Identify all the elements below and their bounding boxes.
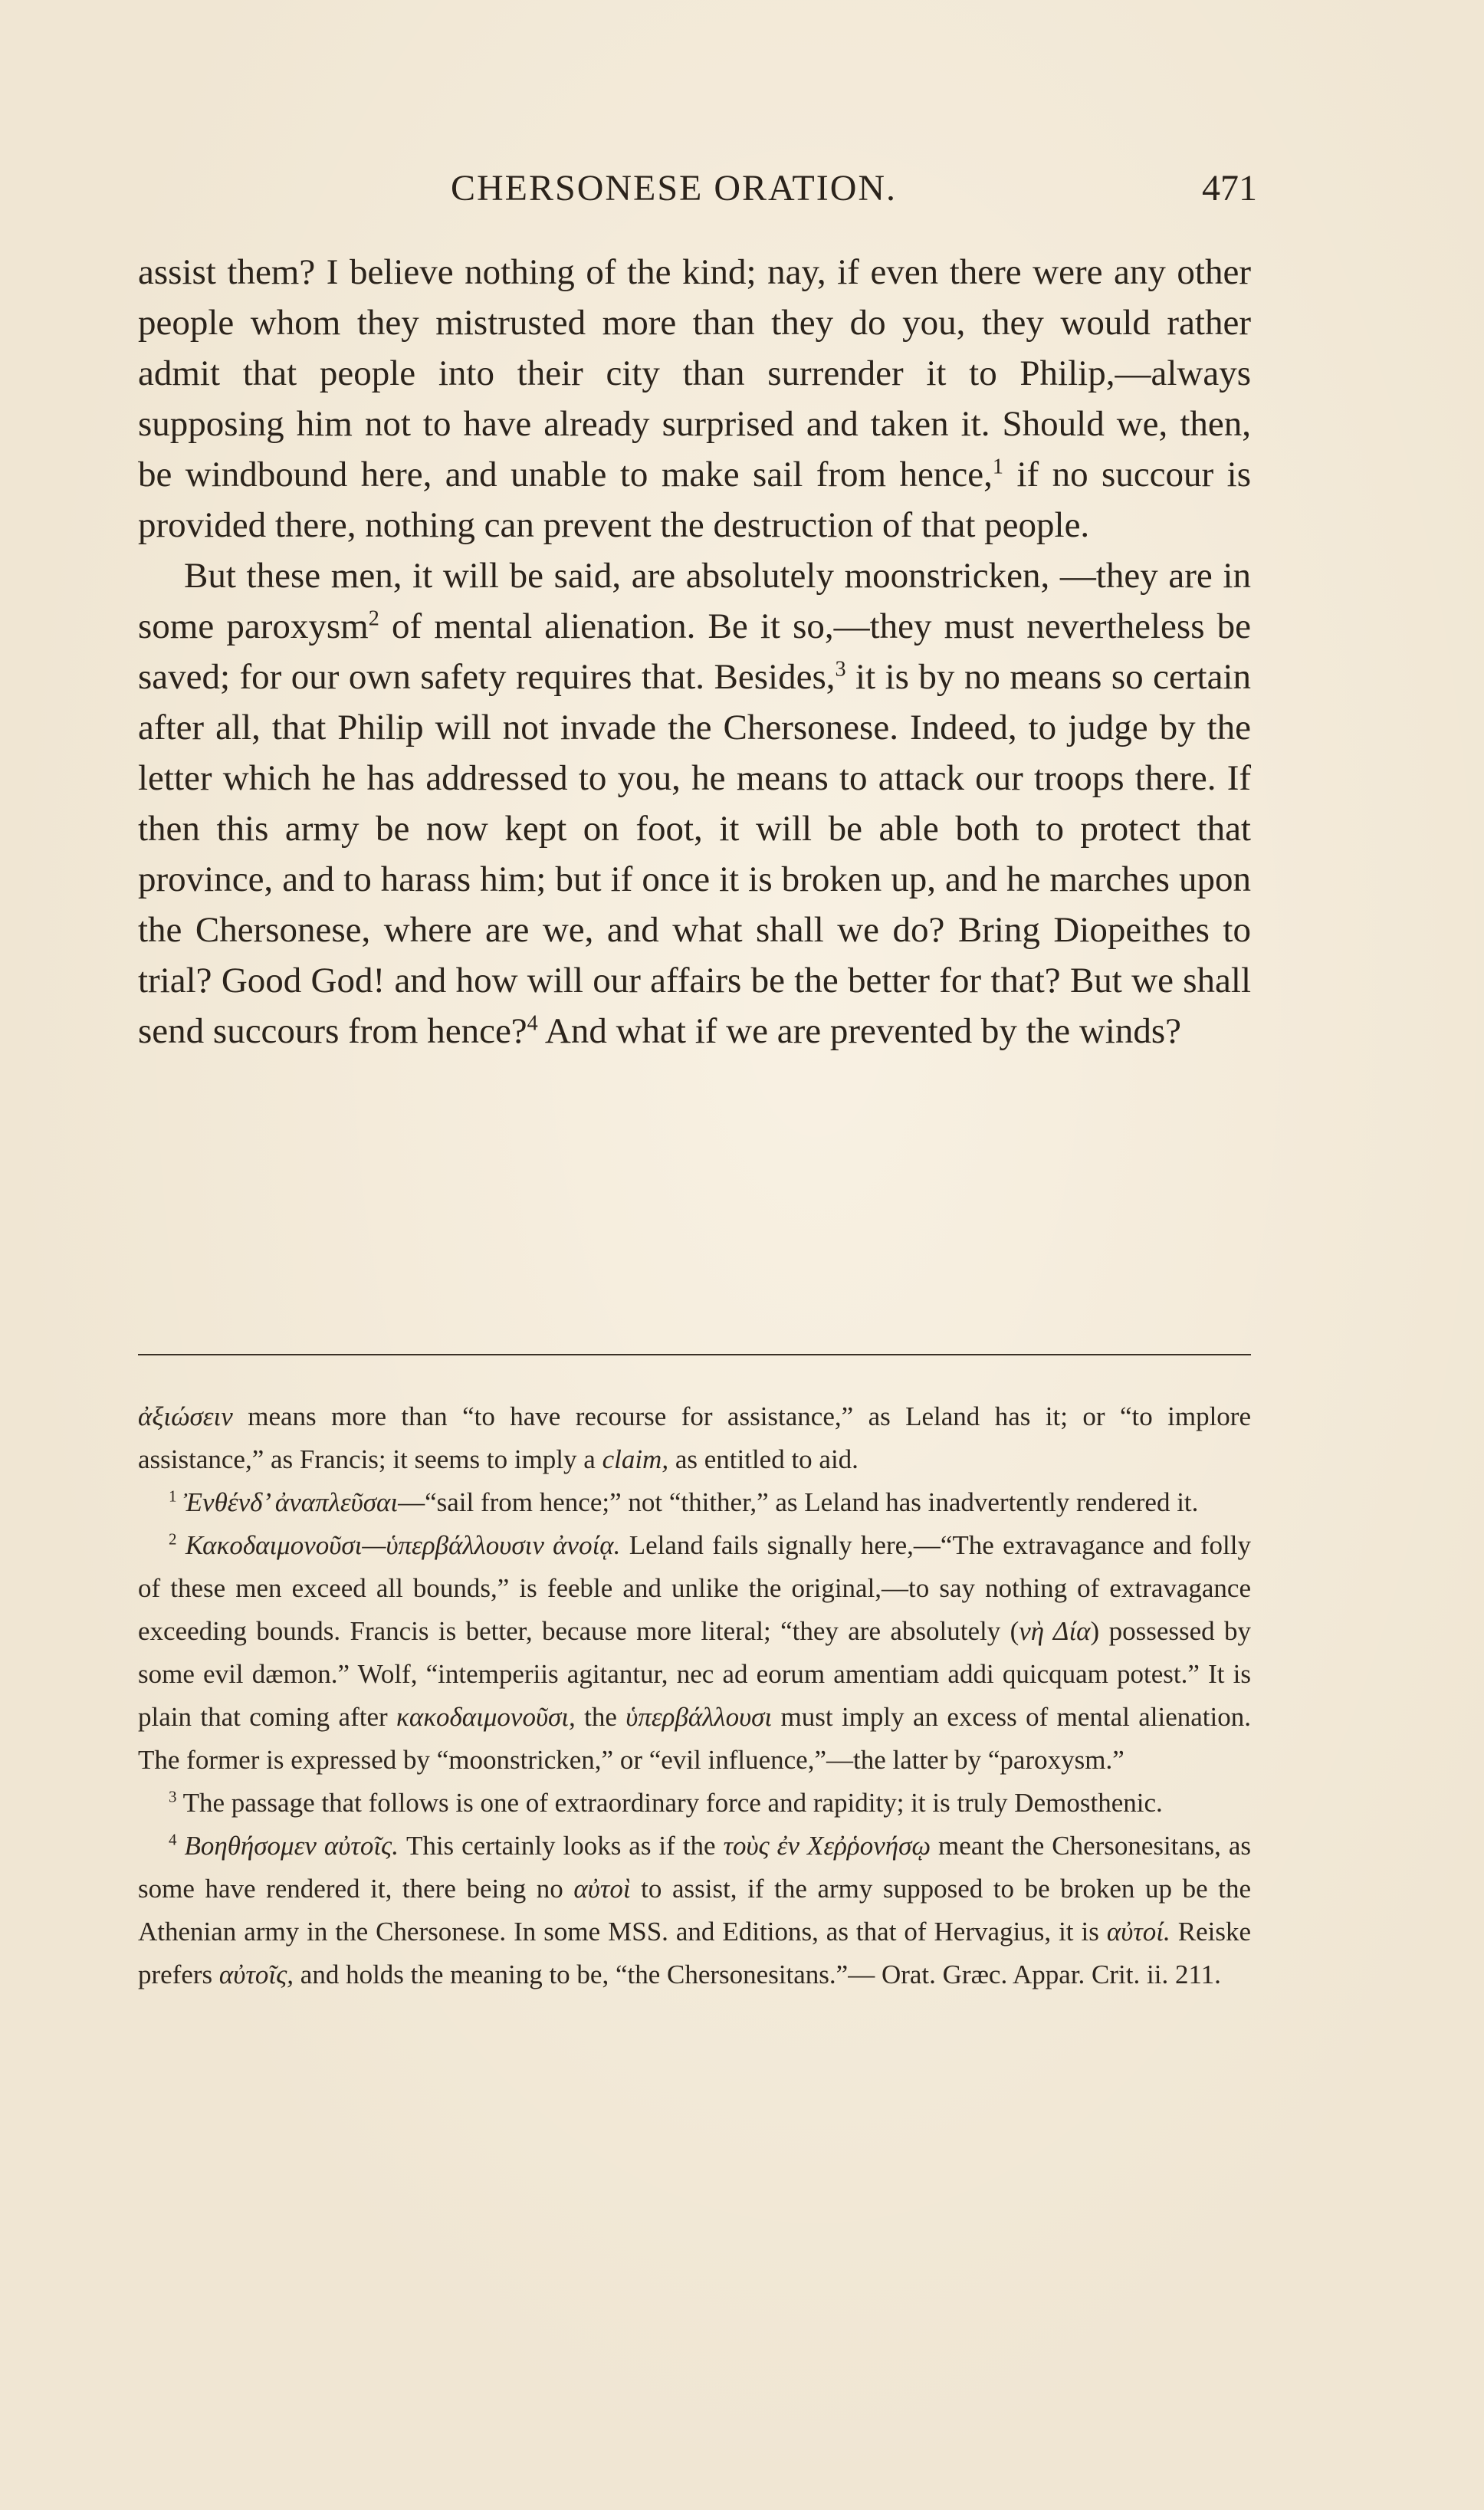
paragraph-1-text: assist them? I believe nothing of the kind; nay, if even there were any other people whom they mistrusted more than they do you, they would rather admit that people into their city than surrender it to Philip,—always supposing him not to have already surprised and taken it. Should we, then, be windbound here, and unable to make sail from hence, (138, 252, 1251, 494)
footnote-text: meant the Chersonesitans, as some have rendered it, there being no (138, 1831, 1252, 1904)
footnote-continued (138, 1395, 1251, 1481)
footnote-1 (138, 1481, 1251, 1524)
paragraph-2-text-b: of mental alienation. Be it so,—they must nevertheless be saved; for our own safety requires that. Besides, (138, 606, 1251, 697)
greek-term: ἀξιώσειν (138, 1401, 233, 1431)
greek-term: ὑπερβάλλουσι (625, 1702, 773, 1732)
greek-term: αὐτοὶ (573, 1874, 631, 1904)
footnote-text: Leland fails signally here,—“The extravagance and folly of these men exceed all bounds,” is feeble and unlike the original,—to say nothing of extravagance exceeding bounds. Francis is better, because more literal; “they are absolutely ( (138, 1530, 1251, 1646)
running-head: CHERSONESE ORATION. (451, 168, 898, 209)
greek-term: αὐτοῖς, (218, 1960, 294, 1989)
footnote-text: and holds the meaning to be, “the Chersonesitans.”— Orat. Græc. Appar. Crit. ii. 211. (294, 1960, 1221, 1989)
footnote-text: Reiske prefers (138, 1917, 1251, 1989)
footnote-number: 4 (169, 1830, 177, 1849)
footnote-2 (138, 1524, 1251, 1782)
footnote-number: 1 (169, 1487, 177, 1506)
footnote-text: as entitled to aid. (668, 1444, 859, 1474)
footnote-number: 2 (169, 1529, 177, 1549)
footnote-text: The passage that follows is one of extraordinary force and rapidity; it is truly Demosthenic. (176, 1788, 1163, 1818)
footnote-text: must imply an excess of mental alienation. The former is expressed by “moonstricken,” or “evil influence,”—the latter by “paroxysm.” (138, 1702, 1251, 1775)
greek-term: κακοδαιμονοῦσι, (396, 1702, 576, 1732)
page-number: 471 (1202, 168, 1257, 209)
paragraph-2-text-c: it is by no means so certain after all, that Philip will not invade the Chersonese. Indeed, to judge by the letter which he has addressed to you, he means to attack our troops there. If then this army be now kept on foot, it will be able both to protect that province, and to harass him; but if once it is broken up, and he marches upon the Chersonese, where are we, and what shall we do? Bring Diopeithes to trial? Good God! and how will our affairs be the better for that? But we shall send succours from hence? (138, 657, 1251, 1051)
main-text (138, 247, 1251, 1056)
emphasis-text: claim, (602, 1444, 669, 1474)
footnotes (138, 1395, 1251, 1996)
greek-term: αὐτοί. (1106, 1917, 1170, 1947)
paragraph-2-text-d: And what if we are prevented by the winds? (537, 1011, 1181, 1051)
footnote-4 (138, 1825, 1251, 1996)
footnote-ref-3: 3 (835, 657, 846, 682)
paragraph-1-end: if no succour is provided there, nothing can prevent the destruction of that people. (138, 455, 1251, 545)
greek-term: τοὺς ἐν Χεῤῥονήσῳ (723, 1831, 931, 1861)
footnote-text: the (575, 1702, 626, 1732)
footnote-ref-1: 1 (992, 455, 1003, 479)
page-header (138, 167, 1257, 213)
footnote-text: —“sail from hence;” not “thither,” as Leland has inadvertently rendered it. (398, 1487, 1199, 1517)
greek-term: Βοηθήσομεν αὐτοῖς. (184, 1831, 399, 1861)
greek-term: Ἐνθένδ’ ἀναπλεῦσαι (183, 1487, 399, 1517)
footnote-text: means more than “to have recourse for assistance,” as Leland has it; or “to implore assistance,” as Francis; it seems to imply a (138, 1401, 1251, 1474)
footnote-divider (138, 1354, 1251, 1355)
footnote-number: 3 (169, 1787, 177, 1806)
greek-term: νὴ Δία (1019, 1616, 1091, 1646)
footnote-text: This certainly looks as if the (399, 1831, 724, 1861)
greek-term: Κακοδαιμονοῦσι—ὑπερβάλλουσιν ἀνοίᾳ. (185, 1530, 621, 1560)
footnote-text: to assist, if the army supposed to be broken up be the Athenian army in the Chersonese. In some MSS. and Editions, as that of Hervagius, it is (138, 1874, 1251, 1947)
footnote-ref-2: 2 (368, 606, 379, 631)
paragraph-2 (138, 550, 1251, 1056)
paragraph-2-text-a: But these men, it will be said, are absolutely moonstricken, —they are in some paroxysm (138, 556, 1251, 646)
paragraph-1 (138, 247, 1251, 550)
footnote-ref-4: 4 (527, 1011, 538, 1036)
footnote-text: ) possessed by some evil dæmon.” Wolf, “intemperiis agitantur, nec ad eorum amentiam addi quicquam potest.” It is plain that coming after (138, 1616, 1251, 1732)
footnote-3 (138, 1782, 1251, 1825)
